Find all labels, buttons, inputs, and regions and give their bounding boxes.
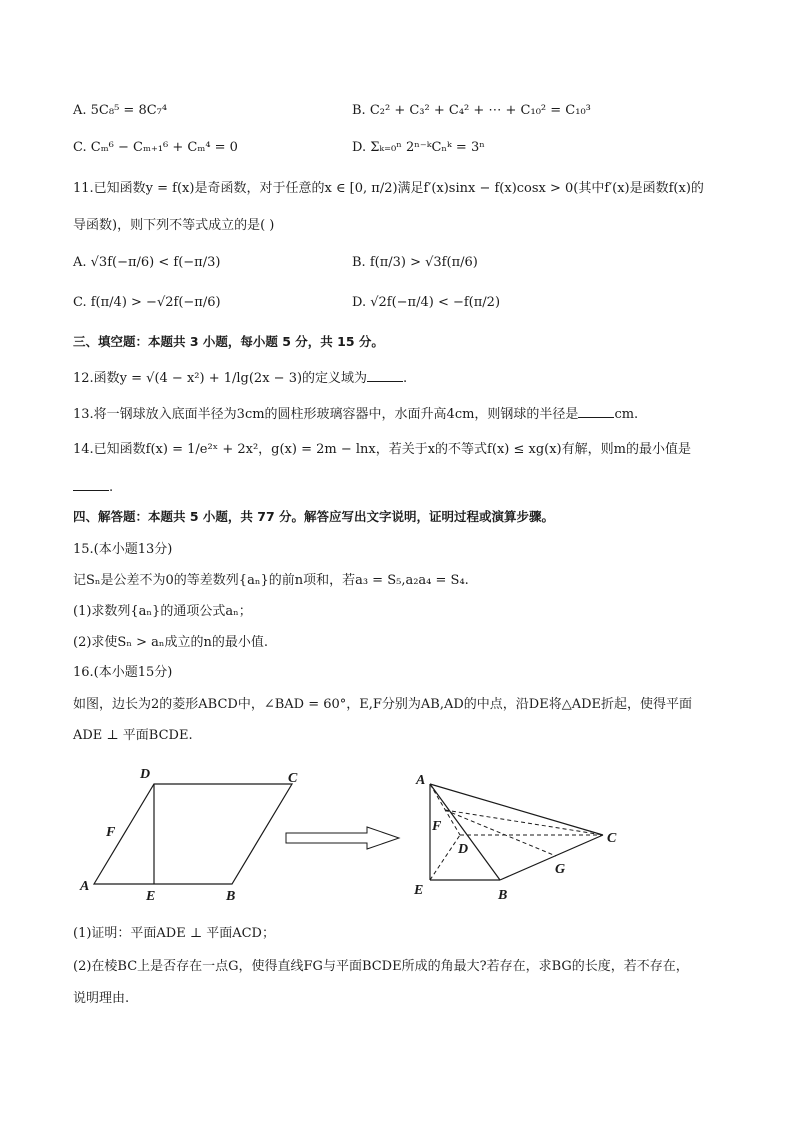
answer-blank	[578, 405, 614, 418]
question-12	[73, 369, 407, 388]
question-15-part2: (2)求使Sₙ > aₙ成立的n的最小值.	[73, 635, 268, 650]
option-11b: B. f(π/3) > √3f(π/6)	[352, 255, 478, 270]
question-16-part1: (1)证明：平面ADE ⊥ 平面ACD；	[73, 926, 275, 941]
section-3-heading: 三、填空题：本题共 3 小题，每小题 5 分，共 15 分。	[73, 334, 384, 349]
option-11c: C. f(π/4) > −√2f(−π/6)	[73, 295, 221, 310]
fold-arrow-icon	[285, 826, 403, 850]
question-14-line1: 14.已知函数f(x) = 1/e²ˣ + 2x²，g(x) = 2m − lnx，若关于x的不等式f(x) ≤ xg(x)有解，则m的最小值是	[73, 442, 691, 457]
question-12-end: .	[403, 371, 408, 386]
option-10d: D. Σₖ₌₀ⁿ 2ⁿ⁻ᵏCₙᵏ = 3ⁿ	[352, 140, 485, 155]
label-g: G	[555, 862, 566, 877]
answer-blank	[367, 369, 403, 382]
question-16-header: 16.(本小题15分)	[73, 665, 173, 680]
option-10b: B. C₂² + C₃² + C₄² + ⋯ + C₁₀² = C₁₀³	[352, 103, 591, 118]
question-14-end: .	[109, 480, 114, 495]
rhombus-figure	[70, 762, 310, 902]
question-13-text: 13.将一钢球放入底面半径为3cm的圆柱形玻璃容器中，水面升高4cm，则钢球的半径是	[73, 407, 579, 422]
label-c: C	[288, 771, 298, 786]
label-e: E	[414, 883, 424, 898]
folded-solid-figure	[408, 770, 628, 905]
label-e: E	[146, 889, 156, 902]
edge-bc	[500, 835, 603, 880]
question-16-stem1: 如图，边长为2的菱形ABCD中，∠BAD = 60°，E,F分别为AB,AD的中点，沿DE将△ADE折起，使得平面	[73, 697, 693, 712]
segment-fc-hidden	[445, 810, 603, 835]
answer-blank	[73, 478, 109, 491]
edge-ed-hidden	[430, 835, 460, 880]
question-15-stem: 记Sₙ是公差不为0的等差数列{aₙ}的前n项和，若a₃ = S₅,a₂a₄ = S₄.	[73, 573, 469, 588]
question-15-part1: (1)求数列{aₙ}的通项公式aₙ；	[73, 604, 252, 619]
label-f: F	[432, 819, 442, 834]
question-16-stem2: ADE ⊥ 平面BCDE.	[73, 728, 193, 743]
label-d: D	[458, 842, 469, 857]
question-16-part3: 说明理由.	[73, 991, 130, 1006]
question-13-end: cm.	[614, 407, 639, 422]
question-12-text: 12.函数y = √(4 − x²) + 1/lg(2x − 3)的定义域为	[73, 371, 368, 386]
label-a: A	[80, 879, 90, 894]
label-d: D	[140, 767, 151, 782]
label-b: B	[498, 888, 508, 903]
option-11a: A. √3f(−π/6) < f(−π/3)	[73, 255, 221, 270]
label-c: C	[607, 831, 617, 846]
question-11-line2: 导函数)，则下列不等式成立的是( )	[73, 218, 275, 233]
question-16-part2: (2)在棱BC上是否存在一点G，使得直线FG与平面BCDE所成的角最大?若存在，求BG的长度，若不存在，	[73, 959, 689, 974]
label-a: A	[416, 773, 426, 788]
option-10a: A. 5C₈⁵ = 8C₇⁴	[73, 103, 168, 118]
question-13	[73, 405, 638, 424]
label-f: F	[106, 825, 116, 840]
option-10c: C. Cₘ⁶ − Cₘ₊₁⁶ + Cₘ⁴ = 0	[73, 140, 238, 155]
question-11-line1: 11.已知函数y = f(x)是奇函数，对于任意的x ∈ [0, π/2)满足f′(x)sinx − f(x)cosx > 0(其中f′(x)是函数f(x)的	[73, 181, 704, 196]
label-b: B	[226, 889, 236, 902]
question-15-header: 15.(本小题13分)	[73, 542, 173, 557]
rhombus-outline	[94, 784, 292, 884]
question-14-line2	[73, 478, 113, 497]
option-11d: D. √2f(−π/4) < −f(π/2)	[352, 295, 501, 310]
section-4-heading: 四、解答题：本题共 5 小题，共 77 分。解答应写出文字说明，证明过程或演算步骤。	[73, 509, 555, 524]
